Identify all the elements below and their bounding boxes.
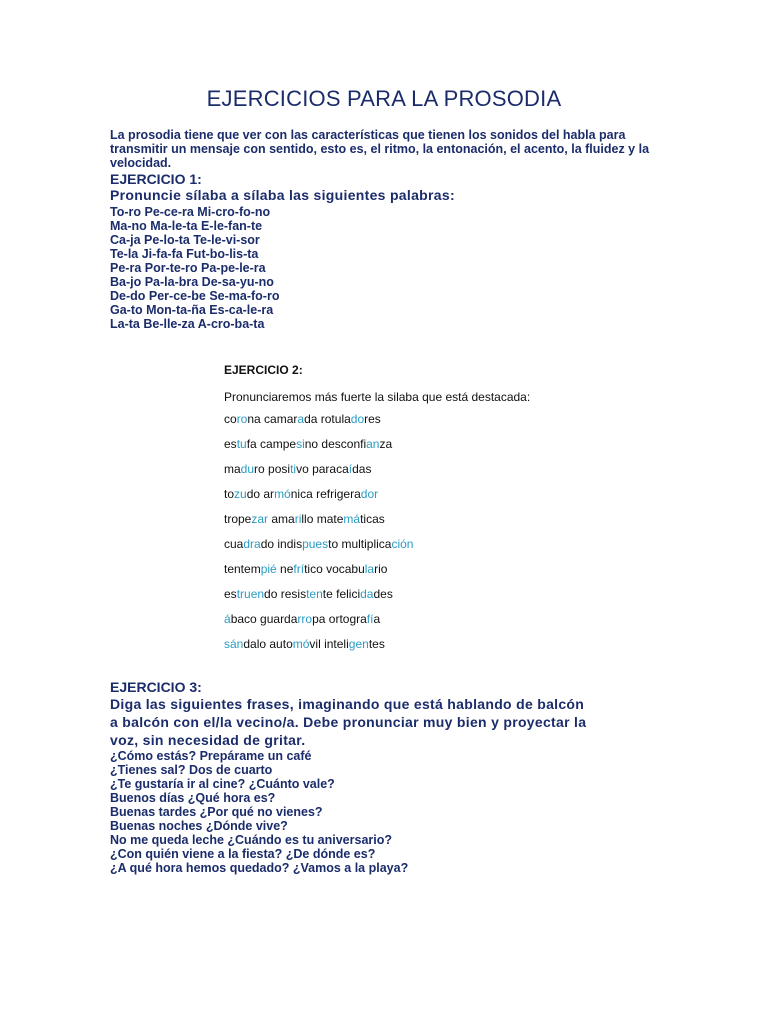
stress-word-row <box>224 582 644 607</box>
syllable-text: das <box>352 462 372 476</box>
syllable-text: res <box>364 412 381 426</box>
syllable-line: La-ta Be-lle-za A-cro-ba-ta <box>110 317 265 331</box>
stress-word-row <box>224 482 644 507</box>
syllable-text: do indis <box>260 537 303 551</box>
syllable-line: Pe-ra Por-te-ro Pa-pe-le-ra <box>110 261 266 275</box>
ejercicio-3-section <box>110 679 650 875</box>
syllable-text: trope <box>224 512 252 526</box>
stressed-syllable: si <box>296 437 305 451</box>
syllable-text: vo paraca <box>296 462 349 476</box>
syllable-line: Ba-jo Pa-la-bra De-sa-yu-no <box>110 275 274 289</box>
syllable-text: do ar <box>246 487 275 501</box>
syllable-text: a <box>373 612 381 626</box>
syllable-line: Ga-to Mon-ta-ña Es-ca-le-ra <box>110 303 274 317</box>
stressed-syllable: í <box>348 462 353 476</box>
syllable-text: nica refrigera <box>290 487 361 501</box>
ejercicio-2-instruction: Pronunciaremos más fuerte la silaba que está destacada: <box>224 390 531 404</box>
stress-word-row <box>224 532 644 557</box>
syllable-text: te felici <box>322 587 361 601</box>
stressed-syllable: la <box>364 562 375 576</box>
syllable-text: cua <box>224 537 244 551</box>
syllable-text: da rotula <box>304 412 351 426</box>
stressed-syllable: frí <box>293 562 305 576</box>
stressed-syllable: gen <box>348 637 369 651</box>
ejercicio-3-heading: EJERCICIO 3: <box>110 679 202 695</box>
stress-word-row <box>224 557 644 582</box>
syllable-text: vil inteli <box>309 637 349 651</box>
stressed-syllable: pues <box>302 537 329 551</box>
stressed-syllable: ten <box>306 587 323 601</box>
phrase-line: ¿Te gustaría ir al cine? ¿Cuánto vale? <box>110 777 335 791</box>
stressed-syllable: zar <box>251 512 269 526</box>
syllable-text: baco guarda <box>230 612 298 626</box>
syllable-line: To-ro Pe-ce-ra Mi-cro-fo-no <box>110 205 271 219</box>
syllable-text: ma <box>224 462 241 476</box>
stressed-syllable: ti <box>290 462 297 476</box>
stressed-syllable: dor <box>360 487 379 501</box>
stressed-syllable: dra <box>243 537 261 551</box>
stressed-syllable: zu <box>234 487 247 501</box>
stress-word-row <box>224 632 644 657</box>
stressed-syllable: truen <box>236 587 265 601</box>
phrase-line: No me queda leche ¿Cuándo es tu aniversario? <box>110 833 393 847</box>
syllable-text: to multiplica <box>328 537 392 551</box>
ejercicio-1-word-list <box>110 205 670 331</box>
syllable-text: ama <box>268 512 295 526</box>
stressed-syllable: fí <box>366 612 374 626</box>
stressed-syllable: má <box>343 512 361 526</box>
syllable-line: Te-la Ji-fa-fa Fut-bo-lis-ta <box>110 247 259 261</box>
ejercicio-2-word-rows <box>224 407 644 657</box>
intro-paragraph: La prosodia tiene que ver con las características que tienen los sonidos del habla para transmitir un mensaje con sentido, esto es, el ritmo, la entonación, el acento, la fluidez y la velocidad. <box>110 128 650 170</box>
stressed-syllable: tu <box>236 437 247 451</box>
stressed-syllable: do <box>350 412 365 426</box>
phrase-line: ¿Tienes sal? Dos de cuarto <box>110 763 273 777</box>
stress-word-row <box>224 407 644 432</box>
stressed-syllable: mó <box>274 487 291 501</box>
phrase-line: ¿A qué hora hemos quedado? ¿Vamos a la playa? <box>110 861 409 875</box>
stress-word-row <box>224 432 644 457</box>
syllable-text: no desconfi <box>304 437 367 451</box>
stressed-syllable: an <box>366 437 380 451</box>
syllable-text: ne <box>276 562 294 576</box>
ejercicio-3-instruction <box>110 695 650 749</box>
syllable-line: Ca-ja Pe-lo-ta Te-le-vi-sor <box>110 233 260 247</box>
syllable-text: to <box>224 487 235 501</box>
stressed-syllable: pié <box>260 562 277 576</box>
phrase-line: ¿Cómo estás? Prepárame un café <box>110 749 312 763</box>
syllable-text: es <box>224 587 237 601</box>
phrase-line: Buenas noches ¿Dónde vive? <box>110 819 288 833</box>
stressed-syllable: ción <box>391 537 414 551</box>
syllable-text: es <box>224 437 237 451</box>
syllable-text: tico vocabu <box>304 562 365 576</box>
syllable-text: za <box>379 437 393 451</box>
syllable-text: do resis <box>264 587 307 601</box>
syllable-text: dalo auto <box>243 637 293 651</box>
stress-word-row <box>224 457 644 482</box>
page-title: EJERCICIOS PARA LA PROSODIA <box>206 86 562 111</box>
stressed-syllable: á <box>224 612 231 626</box>
syllable-text: na camar <box>247 412 298 426</box>
syllable-text: tes <box>368 637 385 651</box>
ejercicio-2-section <box>224 363 644 657</box>
stressed-syllable: rro <box>297 612 313 626</box>
ejercicio-1-heading: EJERCICIO 1: <box>110 171 202 187</box>
syllable-text: ticas <box>360 512 385 526</box>
syllable-text: co <box>224 412 237 426</box>
stressed-syllable: sán <box>224 637 244 651</box>
ejercicio-3-phrase-list <box>110 749 650 875</box>
phrase-line: ¿Con quién viene a la fiesta? ¿De dónde es? <box>110 847 376 861</box>
instruction-line: voz, sin necesidad de gritar. <box>110 732 306 748</box>
instruction-line: Diga las siguientes frases, imaginando que está hablando de balcón <box>110 696 585 712</box>
stressed-syllable: du <box>240 462 255 476</box>
stressed-syllable: a <box>297 412 305 426</box>
ejercicio-1-section <box>110 171 670 331</box>
syllable-line: De-do Per-ce-be Se-ma-fo-ro <box>110 289 280 303</box>
syllable-text: tentem <box>224 562 261 576</box>
phrase-line: Buenas tardes ¿Por qué no vienes? <box>110 805 323 819</box>
instruction-line: a balcón con el/la vecino/a. Debe pronunciar muy bien y proyectar la <box>110 714 587 730</box>
phrase-line: Buenos días ¿Qué hora es? <box>110 791 276 805</box>
syllable-text: fa campe <box>246 437 297 451</box>
syllable-text: ro posi <box>254 462 291 476</box>
stressed-syllable: ro <box>236 412 248 426</box>
stress-word-row <box>224 607 644 632</box>
stressed-syllable: ri <box>294 512 302 526</box>
syllable-text: des <box>373 587 393 601</box>
ejercicio-1-instruction: Pronuncie sílaba a sílaba las siguientes palabras: <box>110 187 455 203</box>
syllable-text: llo mate <box>301 512 344 526</box>
syllable-line: Ma-no Ma-le-ta E-le-fan-te <box>110 219 263 233</box>
stressed-syllable: mó <box>292 637 310 651</box>
stress-word-row <box>224 507 644 532</box>
ejercicio-2-heading: EJERCICIO 2: <box>224 363 303 377</box>
syllable-text: pa ortogra <box>312 612 367 626</box>
stressed-syllable: da <box>360 587 374 601</box>
syllable-text: rio <box>374 562 388 576</box>
